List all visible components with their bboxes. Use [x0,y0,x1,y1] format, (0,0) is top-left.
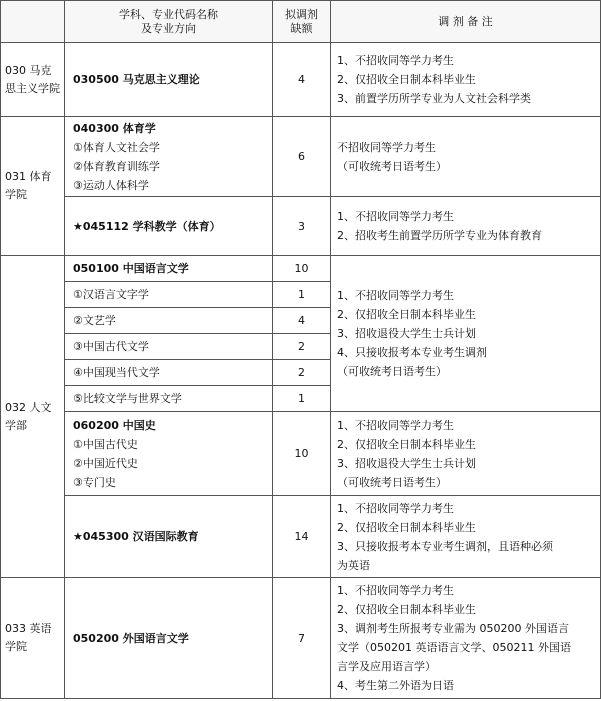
major-line: 060200 中国史 [73,418,156,432]
header-quota [273,1,331,43]
remark-line: 2、仅招收全日制本科毕业生 [337,520,476,534]
header-quota-line-2: 缺额 [290,21,313,35]
remarks-cell [331,578,601,699]
remarks-cell [331,412,601,496]
remark-line: 4、考生第二外语为日语 [337,679,454,692]
major-cell: ③中国古代文学 [65,334,273,360]
remark-line: 3、招收退役大学生士兵计划 [337,327,476,340]
college-cell: 031 体育学院 [1,117,65,256]
major-cell: ④中国现当代文学 [65,360,273,386]
remarks-cell [331,117,601,197]
major-cell: ★045112 学科教学（体育） [65,197,273,256]
remark-line: 2、仅招收全日制本科毕业生 [337,73,476,86]
quota-cell: 1 [273,386,331,412]
college-cell: 030 马克思主义学院 [1,43,65,117]
major-cell: ②文艺学 [65,308,273,334]
remarks-cell [331,496,601,578]
quota-cell: 10 [273,256,331,282]
major-line: ②中国近代史 [73,456,138,470]
remarks-cell [331,43,601,117]
remark-line: 2、仅招收全日制本科毕业生 [337,437,476,451]
remark-line: 言学及应用语言学） [337,660,436,673]
remark-line: 文学（050201 英语语言文学、050211 外国语 [337,641,571,654]
remark-line: 1、不招收同等学力考生 [337,289,454,302]
major-line: ③运动人体科学 [73,178,149,192]
major-cell: ★045300 汉语国际教育 [65,496,273,578]
quota-cell: 1 [273,282,331,308]
major-line: ①体育人文社会学 [73,140,160,154]
remark-line: 2、仅招收全日制本科毕业生 [337,603,476,616]
remark-line: （可收统考日语考生） [337,159,447,173]
header-remarks: 调 剂 备 注 [331,1,601,43]
college-cell: 033 英语学院 [1,578,65,699]
remark-line: 3、前置学历所学专业为人文社会科学类 [337,92,531,105]
remark-line: 3、招收退役大学生士兵计划 [337,456,476,470]
college-cell: 032 人文学部 [1,256,65,578]
remark-line: 不招收同等学力考生 [337,140,436,154]
remark-line: 3、调剂考生所报考专业需为 050200 外国语言 [337,622,569,635]
remark-line: （可收统考日语考生） [337,365,447,378]
quota-cell: 2 [273,360,331,386]
major-cell [65,117,273,197]
quota-cell: 6 [273,117,331,197]
header-quota-line-1: 拟调剂 [285,7,318,21]
major-cell: 050200 外国语言文学 [65,578,273,699]
quota-cell: 4 [273,43,331,117]
major-cell [65,412,273,496]
header-college [1,1,65,43]
major-line: ①中国古代史 [73,437,138,451]
quota-cell: 14 [273,496,331,578]
remark-line: 1、不招收同等学力考生 [337,54,454,67]
major-cell: 030500 马克思主义理论 [65,43,273,117]
major-cell: ⑤比较文学与世界文学 [65,386,273,412]
header-major [65,1,273,43]
header-major-line-2: 及专业方向 [141,21,196,35]
major-line: ②体育教育训练学 [73,159,160,173]
remarks-cell [331,256,601,412]
remark-line: 1、不招收同等学力考生 [337,584,454,597]
quota-cell: 3 [273,197,331,256]
remark-line: 2、仅招收全日制本科毕业生 [337,308,476,321]
quota-cell: 10 [273,412,331,496]
remark-line: （可收统考日语考生） [337,475,447,489]
remark-line: 1、不招收同等学力考生 [337,501,454,515]
quota-cell: 4 [273,308,331,334]
major-cell: 050100 中国语言文学 [65,256,273,282]
remark-line: 2、招收考生前置学历所学专业为体育教育 [337,229,542,242]
remark-line: 1、不招收同等学力考生 [337,210,454,223]
remarks-cell [331,197,601,256]
header-major-line-1: 学科、专业代码名称 [119,7,218,21]
remark-line: 4、只接收报考本专业考生调剂 [337,346,487,359]
remark-line: 3、只接收报考本专业考生调剂，且语种必须 [337,539,553,553]
quota-cell: 2 [273,334,331,360]
remark-line: 为英语 [337,558,370,572]
quota-cell: 7 [273,578,331,699]
major-line: 040300 体育学 [73,121,156,135]
major-cell: ①汉语言文字学 [65,282,273,308]
major-line: ③专门史 [73,475,116,489]
remark-line: 1、不招收同等学力考生 [337,418,454,432]
